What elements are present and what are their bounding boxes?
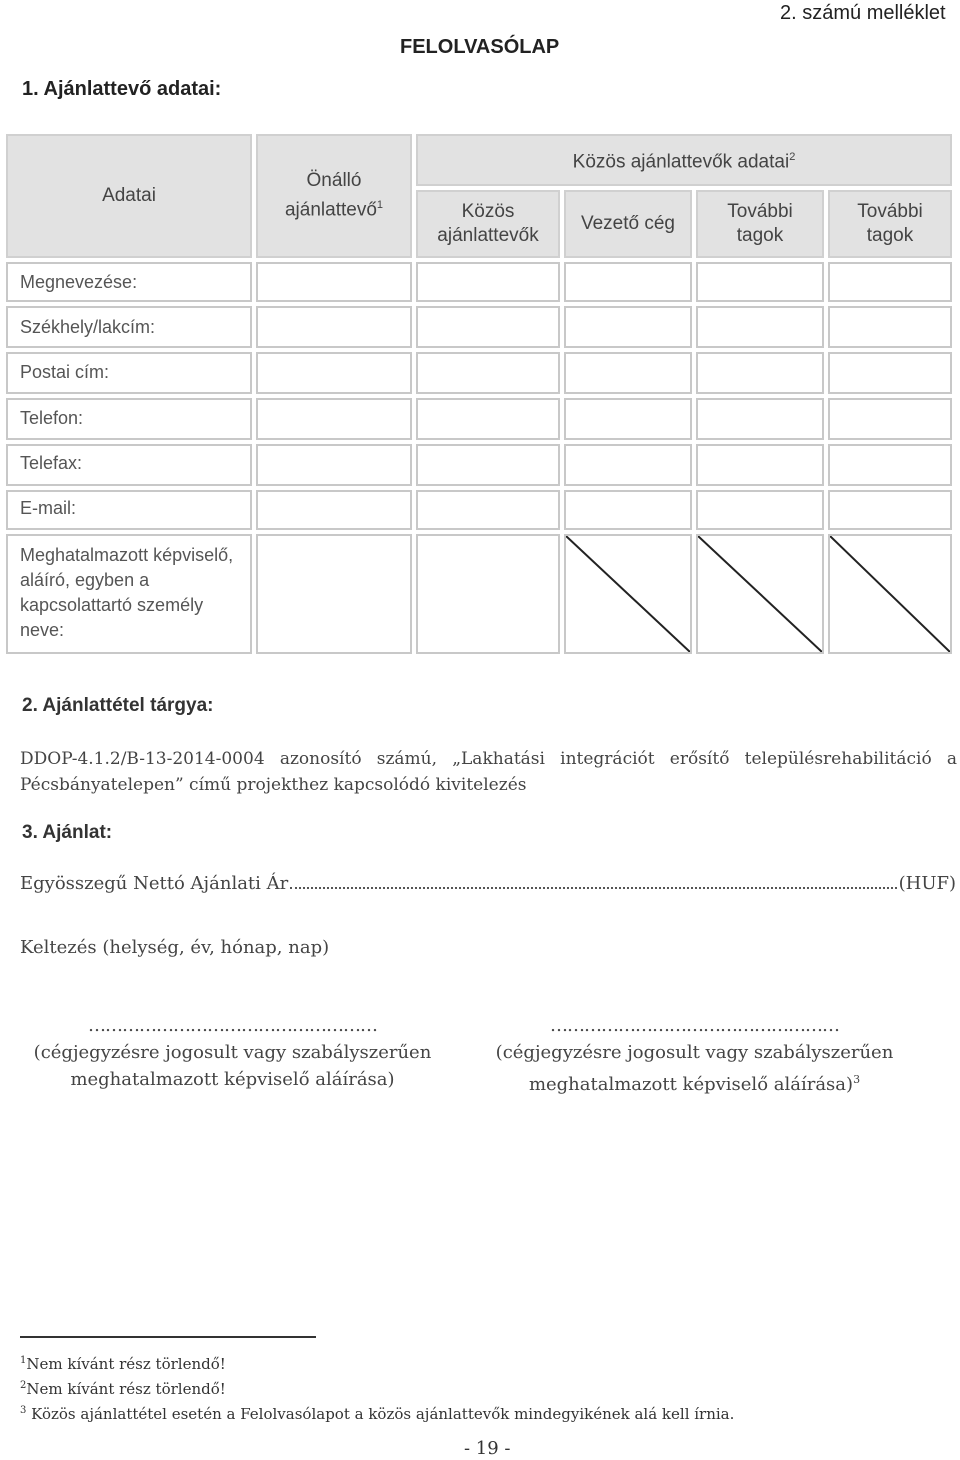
data-cell[interactable]: [416, 490, 560, 530]
page-number: - 19 -: [464, 1438, 511, 1459]
footnote-separator: [20, 1336, 316, 1338]
data-cell[interactable]: [564, 352, 692, 394]
subject-text: DDOP-4.1.2/B-13-2014-0004 azonosító számú, „Lakhatási integrációt erősítő településrehabilitáció a Pécsbányatelepen” című projekthez kapcsolódó kivitelezés: [20, 749, 957, 795]
diagonal-strike: [698, 536, 822, 652]
data-cell[interactable]: [828, 490, 952, 530]
data-cell[interactable]: [828, 352, 952, 394]
diagonal-line: [566, 536, 690, 652]
section3-heading: 3. Ajánlat:: [22, 822, 113, 843]
footnote-2: [20, 1375, 734, 1400]
crossed-out-cell: [828, 534, 952, 654]
data-cell[interactable]: [256, 490, 412, 530]
header-onallo-label: Önálló ajánlattevő: [284, 170, 377, 221]
header-kozos-group: [416, 134, 952, 186]
data-cell[interactable]: [828, 398, 952, 440]
header-tovabbi-2: [828, 190, 952, 258]
row-meghatalmazott: Meghatalmazott képviselő, aláíró, egyben a kapcsolattartó személy neve:: [20, 545, 234, 640]
data-cell[interactable]: [696, 444, 824, 486]
data-cell[interactable]: [696, 490, 824, 530]
header-vezeto-text: Vezető cég: [580, 213, 676, 234]
header-tovabbi-1-text: További tagok: [727, 201, 793, 246]
header-kozos-group-text: [573, 145, 796, 174]
page-title: FELOLVASÓLAP: [400, 36, 560, 58]
header-onallo-text: [284, 169, 384, 222]
data-cell[interactable]: [256, 534, 412, 654]
data-cell[interactable]: [696, 306, 824, 348]
row-email: E-mail:: [20, 498, 77, 518]
price-dotted-fill[interactable]: [290, 887, 896, 889]
footnote-1-text: Nem kívánt rész törlendő!: [26, 1355, 226, 1373]
header-kozos-group-label: Közös ajánlattevők adatai: [572, 151, 790, 173]
header-tovabbi-2-text: További tagok: [857, 201, 923, 246]
data-cell[interactable]: [828, 444, 952, 486]
data-cell[interactable]: [696, 398, 824, 440]
data-cell[interactable]: [696, 352, 824, 394]
footnote-ref-1: 1: [376, 199, 384, 212]
footnote-2-num: 2: [20, 1380, 27, 1391]
diagonal-line: [698, 536, 822, 652]
data-cell[interactable]: [416, 444, 560, 486]
footnote-1-num: 1: [20, 1355, 27, 1366]
diagonal-strike: [566, 536, 690, 652]
diagonal-strike: [830, 536, 950, 652]
section2-heading: 2. Ajánlattétel tárgya:: [22, 695, 214, 716]
signature-right: [482, 1012, 907, 1098]
data-cell[interactable]: [256, 352, 412, 394]
signature-left-caption-1: (cégjegyzésre jogosult vagy szabályszerűen: [33, 1042, 432, 1063]
crossed-out-cell: [564, 534, 692, 654]
data-cell[interactable]: [564, 398, 692, 440]
section1-heading: 1. Ajánlattevő adatai:: [22, 78, 222, 100]
crossed-out-cell: [696, 534, 824, 654]
row-telefax: Telefax:: [20, 453, 83, 473]
data-cell[interactable]: [416, 262, 560, 302]
data-cell[interactable]: [564, 306, 692, 348]
bidder-data-table: [0, 128, 960, 656]
header-tovabbi-1: [696, 190, 824, 258]
price-unit: (HUF): [898, 873, 956, 894]
data-cell[interactable]: [256, 444, 412, 486]
signature-right-caption-2: [482, 1066, 907, 1098]
data-cell[interactable]: [828, 306, 952, 348]
data-cell[interactable]: [256, 306, 412, 348]
data-cell[interactable]: [416, 306, 560, 348]
row-megnevezes: Megnevezése:: [20, 272, 138, 292]
annex-label: 2. számú melléklet: [780, 2, 946, 24]
data-cell[interactable]: [564, 444, 692, 486]
data-cell[interactable]: [416, 534, 560, 654]
row-szekhely: Székhely/lakcím:: [20, 317, 156, 337]
data-cell[interactable]: [564, 262, 692, 302]
header-kozos: [416, 190, 560, 258]
row-telefon: Telefon:: [20, 408, 84, 428]
price-line: [20, 873, 956, 894]
signature-left-dots[interactable]: ……………………………………………: [88, 1015, 377, 1036]
diagonal-line: [830, 536, 950, 652]
footnote-ref-3: 3: [853, 1073, 861, 1086]
data-cell[interactable]: [416, 398, 560, 440]
footnote-2-text: Nem kívánt rész törlendő!: [26, 1380, 226, 1398]
data-cell[interactable]: [564, 490, 692, 530]
signature-right-caption-2-text: meghatalmazott képviselő aláírása): [528, 1074, 854, 1095]
row-postai: Postai cím:: [20, 362, 110, 382]
header-onallo: [256, 134, 412, 258]
footnote-3-num: 3: [20, 1405, 27, 1416]
signature-left-caption-2: meghatalmazott képviselő aláírása): [70, 1069, 395, 1090]
signature-left: [20, 1012, 445, 1093]
header-kozos-text: Közös ajánlattevők: [437, 201, 539, 246]
date-label: Keltezés (helység, év, hónap, nap): [20, 937, 330, 958]
header-adatai-text: Adatai: [102, 185, 156, 206]
footnote-1: [20, 1350, 734, 1375]
data-cell[interactable]: [416, 352, 560, 394]
footnotes: [20, 1350, 734, 1425]
footnote-3-text: Közös ajánlattétel esetén a Felolvasólapot a közös ajánlattevők mindegyikének alá kell írnia.: [26, 1405, 735, 1423]
data-cell[interactable]: [696, 262, 824, 302]
header-adatai: [6, 134, 252, 258]
price-label: Egyösszegű Nettó Ajánlati Ár: [20, 873, 289, 894]
data-cell[interactable]: [256, 262, 412, 302]
footnote-ref-2: 2: [789, 151, 796, 164]
data-cell[interactable]: [256, 398, 412, 440]
signature-right-caption-1: (cégjegyzésre jogosult vagy szabályszerűen: [495, 1042, 894, 1063]
header-vezeto: [564, 190, 692, 258]
data-cell[interactable]: [828, 262, 952, 302]
signature-right-dots[interactable]: ……………………………………………: [550, 1015, 839, 1036]
footnote-3: [20, 1400, 734, 1425]
